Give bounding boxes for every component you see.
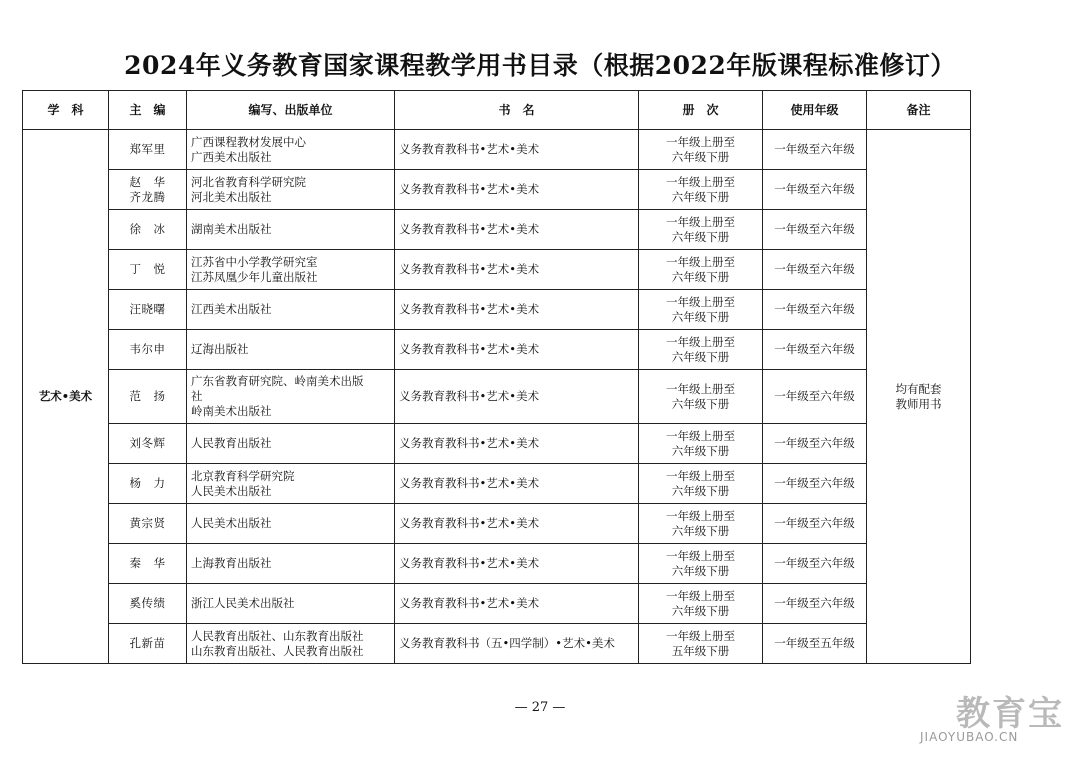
volume-text: 一年级上册至 bbox=[666, 548, 735, 563]
book-title: 义务教育教科书•艺术•美术 bbox=[399, 516, 540, 530]
editor-cell bbox=[109, 544, 187, 584]
grade-cell: 一年级至六年级 bbox=[763, 504, 867, 544]
volume-cell bbox=[639, 464, 763, 504]
book-title: 义务教育教科书•艺术•美术 bbox=[399, 182, 540, 196]
book-title-cell bbox=[395, 624, 639, 664]
volume-text: 六年级下册 bbox=[671, 309, 730, 324]
publisher-name: 社 bbox=[191, 389, 203, 403]
editor-cell bbox=[109, 464, 187, 504]
volume-text: 一年级上册至 bbox=[666, 508, 735, 523]
editor-name: 赵 华 bbox=[129, 174, 166, 189]
book-title-cell bbox=[395, 504, 639, 544]
editor-cell bbox=[109, 424, 187, 464]
volume-cell bbox=[639, 170, 763, 210]
editor-cell bbox=[109, 370, 187, 424]
volume-text: 一年级上册至 bbox=[666, 468, 735, 483]
volume-text: 一年级上册至 bbox=[666, 214, 735, 229]
volume-cell bbox=[639, 330, 763, 370]
table-row bbox=[23, 290, 971, 330]
editor-cell bbox=[109, 250, 187, 290]
book-title: 义务教育教科书•艺术•美术 bbox=[399, 342, 540, 356]
publisher-name: 人民教育出版社、山东教育出版社 bbox=[191, 628, 364, 643]
book-title-cell bbox=[395, 330, 639, 370]
publisher-name: 广东省教育研究院、岭南美术出版 bbox=[191, 374, 364, 388]
volume-text: 一年级上册至 bbox=[666, 334, 735, 349]
book-title: 义务教育教科书•艺术•美术 bbox=[399, 389, 540, 403]
volume-text: 六年级下册 bbox=[671, 483, 730, 498]
publisher-name: 人民美术出版社 bbox=[191, 483, 272, 498]
editor-cell bbox=[109, 130, 187, 170]
grade-cell: 一年级至六年级 bbox=[763, 170, 867, 210]
editor-name: 黄宗贤 bbox=[129, 516, 166, 530]
header-note: 备注 bbox=[867, 91, 971, 130]
grade-cell: 一年级至六年级 bbox=[763, 584, 867, 624]
volume-text: 一年级上册至 bbox=[666, 428, 735, 443]
book-title-cell bbox=[395, 424, 639, 464]
publisher-name: 广西课程教材发展中心 bbox=[191, 134, 306, 149]
volume-cell bbox=[639, 624, 763, 664]
book-title-cell bbox=[395, 370, 639, 424]
publisher-cell bbox=[187, 130, 395, 170]
publisher-name: 浙江人民美术出版社 bbox=[191, 596, 295, 610]
subject-cell: 艺术•美术 bbox=[23, 130, 109, 664]
volume-cell bbox=[639, 544, 763, 584]
book-title: 义务教育教科书•艺术•美术 bbox=[399, 302, 540, 316]
book-title-cell bbox=[395, 130, 639, 170]
table-row bbox=[23, 424, 971, 464]
grade-cell: 一年级至六年级 bbox=[763, 250, 867, 290]
table-row bbox=[23, 330, 971, 370]
note-text: 均有配套 bbox=[895, 381, 942, 396]
table-header-row bbox=[23, 91, 971, 130]
table-row bbox=[23, 544, 971, 584]
volume-text: 一年级上册至 bbox=[666, 254, 735, 269]
publisher-name: 湖南美术出版社 bbox=[191, 222, 272, 236]
volume-text: 一年级上册至 bbox=[666, 174, 735, 189]
volume-text: 一年级上册至 bbox=[666, 588, 735, 603]
book-title: 义务教育教科书•艺术•美术 bbox=[399, 596, 540, 610]
grade-cell: 一年级至六年级 bbox=[763, 210, 867, 250]
grade-cell: 一年级至六年级 bbox=[763, 330, 867, 370]
grade-cell: 一年级至六年级 bbox=[763, 130, 867, 170]
publisher-name: 岭南美术出版社 bbox=[191, 404, 272, 418]
publisher-cell bbox=[187, 424, 395, 464]
publisher-cell bbox=[187, 170, 395, 210]
publisher-name: 人民美术出版社 bbox=[191, 516, 272, 530]
editor-name: 刘冬辉 bbox=[129, 436, 166, 450]
watermark-logo: 教育宝 bbox=[956, 694, 1064, 734]
header-volume: 册 次 bbox=[639, 91, 763, 130]
publisher-cell bbox=[187, 504, 395, 544]
volume-text: 六年级下册 bbox=[671, 189, 730, 204]
volume-cell bbox=[639, 130, 763, 170]
book-title-cell bbox=[395, 210, 639, 250]
grade-cell: 一年级至六年级 bbox=[763, 464, 867, 504]
editor-cell bbox=[109, 290, 187, 330]
editor-name: 丁 悦 bbox=[129, 262, 166, 276]
header-editor: 主 编 bbox=[109, 91, 187, 130]
publisher-cell bbox=[187, 370, 395, 424]
table-row bbox=[23, 170, 971, 210]
watermark-url: JIAOYUBAO.CN bbox=[920, 730, 1019, 744]
header-subject: 学 科 bbox=[23, 91, 109, 130]
table-row bbox=[23, 250, 971, 290]
book-title-cell bbox=[395, 170, 639, 210]
volume-cell bbox=[639, 290, 763, 330]
volume-text: 五年级下册 bbox=[671, 643, 730, 658]
publisher-name: 辽海出版社 bbox=[191, 342, 249, 356]
grade-cell: 一年级至六年级 bbox=[763, 370, 867, 424]
grade-cell: 一年级至六年级 bbox=[763, 290, 867, 330]
note-text: 教师用书 bbox=[895, 396, 942, 411]
note-cell bbox=[867, 130, 971, 664]
book-title-cell bbox=[395, 584, 639, 624]
volume-text: 六年级下册 bbox=[671, 396, 730, 411]
document-title: 2024年义务教育国家课程教学用书目录（根据2022年版课程标准修订） bbox=[124, 51, 956, 80]
publisher-cell bbox=[187, 624, 395, 664]
publisher-cell bbox=[187, 330, 395, 370]
editor-name: 徐 冰 bbox=[129, 222, 166, 236]
header-publisher: 编写、出版单位 bbox=[187, 91, 395, 130]
volume-text: 六年级下册 bbox=[671, 349, 730, 364]
editor-cell bbox=[109, 584, 187, 624]
textbook-catalog-table bbox=[22, 90, 971, 664]
volume-text: 六年级下册 bbox=[671, 149, 730, 164]
book-title: 义务教育教科书•艺术•美术 bbox=[399, 436, 540, 450]
publisher-cell bbox=[187, 464, 395, 504]
publisher-cell bbox=[187, 544, 395, 584]
book-title: 义务教育教科书•艺术•美术 bbox=[399, 476, 540, 490]
watermark bbox=[900, 686, 1072, 756]
volume-cell bbox=[639, 210, 763, 250]
publisher-name: 广西美术出版社 bbox=[191, 149, 272, 164]
volume-text: 六年级下册 bbox=[671, 229, 730, 244]
table-row bbox=[23, 210, 971, 250]
publisher-name: 北京教育科学研究院 bbox=[191, 468, 295, 483]
publisher-cell bbox=[187, 584, 395, 624]
editor-cell bbox=[109, 210, 187, 250]
editor-name: 杨 力 bbox=[129, 476, 166, 490]
page-number: — 27 — bbox=[514, 700, 566, 715]
editor-name: 奚传绩 bbox=[129, 596, 166, 610]
book-title: 义务教育教科书•艺术•美术 bbox=[399, 222, 540, 236]
publisher-cell bbox=[187, 250, 395, 290]
volume-cell bbox=[639, 370, 763, 424]
volume-cell bbox=[639, 424, 763, 464]
editor-cell bbox=[109, 170, 187, 210]
table-row bbox=[23, 504, 971, 544]
volume-text: 六年级下册 bbox=[671, 603, 730, 618]
volume-text: 一年级上册至 bbox=[666, 381, 735, 396]
publisher-name: 江苏凤凰少年儿童出版社 bbox=[191, 269, 318, 284]
table-row bbox=[23, 370, 971, 424]
editor-name: 郑军里 bbox=[129, 142, 166, 156]
table-row bbox=[23, 464, 971, 504]
editor-name: 秦 华 bbox=[129, 556, 166, 570]
editor-cell bbox=[109, 624, 187, 664]
book-title: 义务教育教科书•艺术•美术 bbox=[399, 556, 540, 570]
grade-cell: 一年级至六年级 bbox=[763, 544, 867, 584]
volume-text: 一年级上册至 bbox=[666, 134, 735, 149]
volume-text: 六年级下册 bbox=[671, 269, 730, 284]
header-grade: 使用年级 bbox=[763, 91, 867, 130]
publisher-name: 上海教育出版社 bbox=[191, 556, 272, 570]
publisher-name: 山东教育出版社、人民教育出版社 bbox=[191, 643, 364, 658]
editor-name: 齐龙腾 bbox=[129, 189, 166, 204]
book-title-cell bbox=[395, 464, 639, 504]
editor-cell bbox=[109, 330, 187, 370]
table-row bbox=[23, 130, 971, 170]
volume-cell bbox=[639, 504, 763, 544]
editor-name: 汪晓曙 bbox=[129, 302, 166, 316]
grade-cell: 一年级至五年级 bbox=[763, 624, 867, 664]
publisher-name: 江苏省中小学教学研究室 bbox=[191, 254, 318, 269]
editor-name: 范 扬 bbox=[129, 389, 166, 403]
publisher-name: 河北省教育科学研究院 bbox=[191, 174, 306, 189]
volume-cell bbox=[639, 250, 763, 290]
book-title: 义务教育教科书（五•四学制）•艺术•美术 bbox=[399, 636, 615, 650]
publisher-name: 江西美术出版社 bbox=[191, 302, 272, 316]
table-row bbox=[23, 584, 971, 624]
book-title-cell bbox=[395, 250, 639, 290]
editor-cell bbox=[109, 504, 187, 544]
publisher-name: 人民教育出版社 bbox=[191, 436, 272, 450]
publisher-name: 河北美术出版社 bbox=[191, 189, 272, 204]
book-title: 义务教育教科书•艺术•美术 bbox=[399, 142, 540, 156]
editor-name: 韦尔申 bbox=[129, 342, 166, 356]
book-title: 义务教育教科书•艺术•美术 bbox=[399, 262, 540, 276]
editor-name: 孔新苗 bbox=[129, 636, 166, 650]
volume-text: 一年级上册至 bbox=[666, 294, 735, 309]
volume-text: 一年级上册至 bbox=[666, 628, 735, 643]
publisher-cell bbox=[187, 210, 395, 250]
volume-text: 六年级下册 bbox=[671, 563, 730, 578]
table-row bbox=[23, 624, 971, 664]
header-book-title: 书 名 bbox=[395, 91, 639, 130]
book-title-cell bbox=[395, 290, 639, 330]
volume-text: 六年级下册 bbox=[671, 523, 730, 538]
publisher-cell bbox=[187, 290, 395, 330]
volume-cell bbox=[639, 584, 763, 624]
grade-cell: 一年级至六年级 bbox=[763, 424, 867, 464]
volume-text: 六年级下册 bbox=[671, 443, 730, 458]
book-title-cell bbox=[395, 544, 639, 584]
